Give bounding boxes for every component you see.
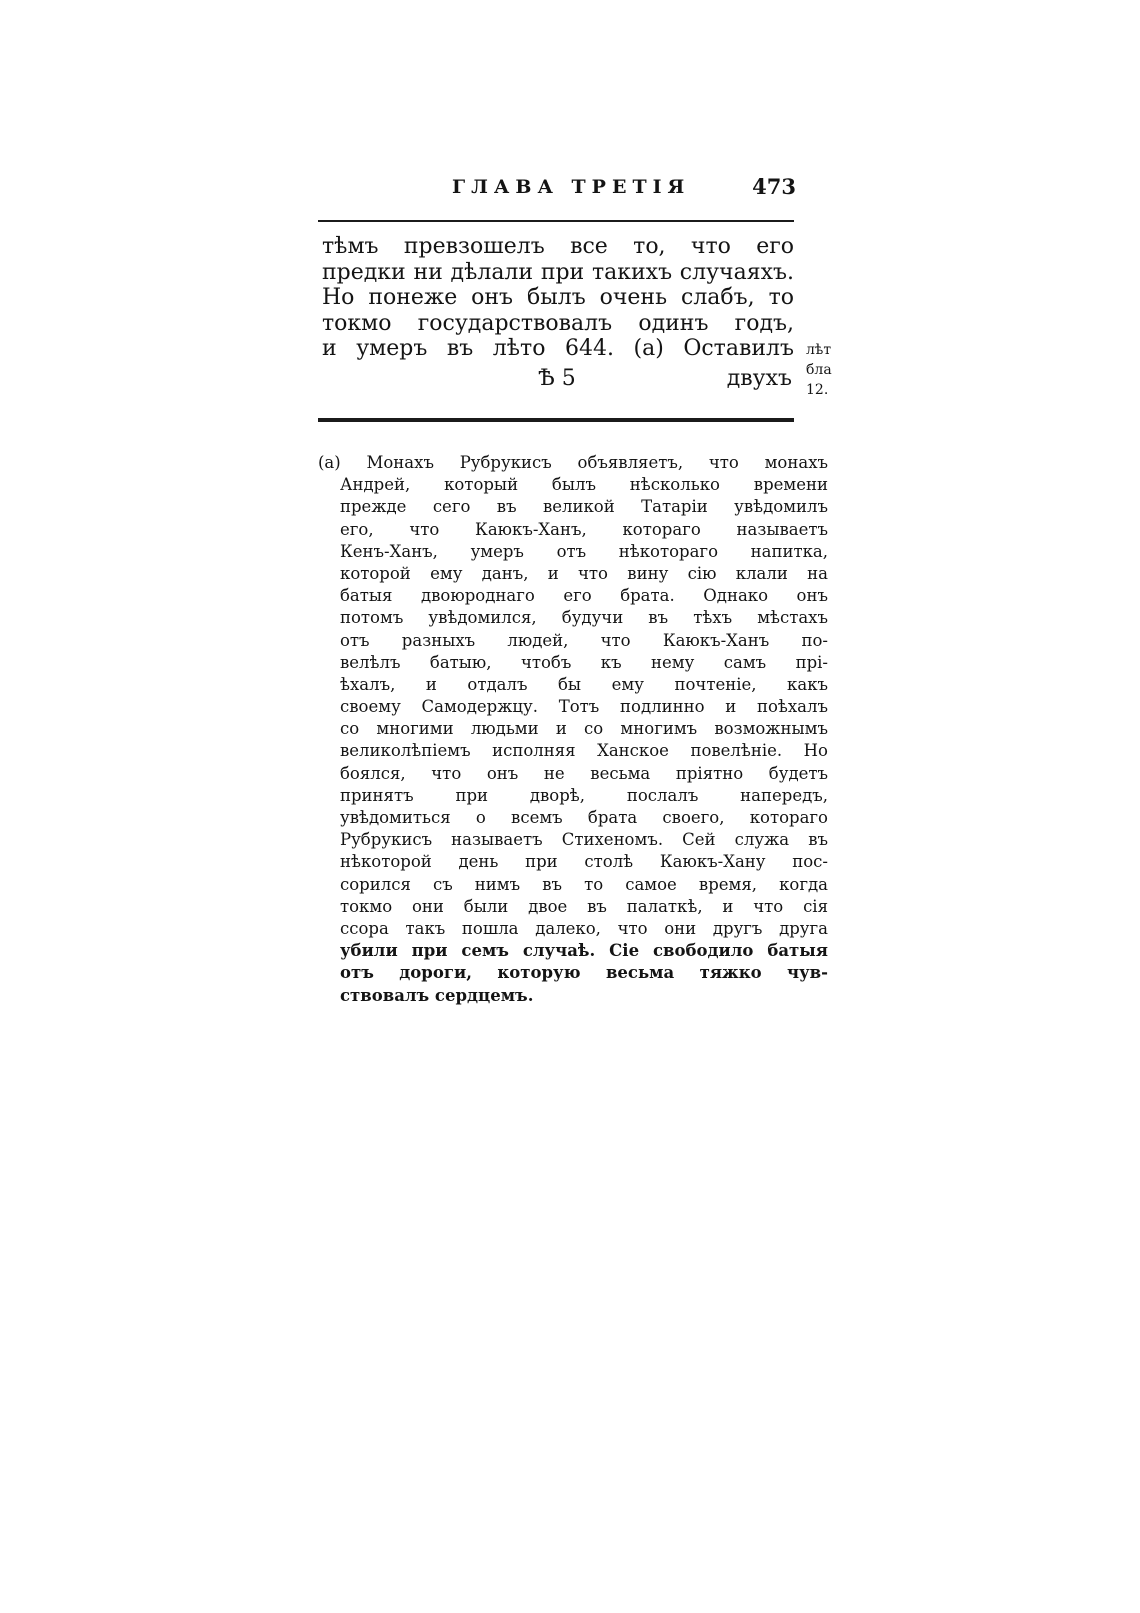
footnote-line: принятъ при дворѣ, послалъ напередъ, [340, 785, 828, 805]
catchword: двухъ [726, 366, 792, 391]
footnote-line: ссора такъ пошла далеко, что они другъ друга [340, 918, 828, 938]
footnote-line: батыя двоюроднаго его брата. Однако онъ [340, 586, 828, 606]
footnote-rule [318, 418, 794, 422]
text-line: Но понеже онъ былъ очень слабъ, то [322, 285, 794, 310]
footnote-line: велѣлъ батыю, чтобъ къ нему самъ прі- [340, 652, 828, 672]
footnote-line: нѣкоторой день при столѣ Каюкъ-Хану пос- [340, 852, 828, 872]
footnote-line: своему Самодержцу. Тотъ подлинно и поѣхалъ [340, 697, 828, 717]
footnote-line: Андрей, который былъ нѣсколько времени [340, 475, 828, 495]
footnote-line: великолѣпіемъ исполняя Ханское повелѣніе. Но [340, 741, 828, 761]
footnote-line: ствовалъ сердцемъ. [340, 985, 534, 1005]
text-line: тѣмъ превзошелъ все то, что его [322, 234, 794, 259]
footnote-line: боялся, что онъ не весьма пріятно будетъ [340, 763, 828, 783]
footnote-line: его, что Каюкъ-Ханъ, котораго называетъ [340, 519, 828, 539]
text-line: предки ни дѣлали при такихъ случаяхъ. [322, 259, 794, 285]
page-number: 473 [752, 174, 796, 199]
footnote-line: токмо они были двое въ палаткѣ, и что сія [340, 896, 828, 916]
footnote-line: со многими людьми и со многимъ возможнымъ [340, 719, 828, 739]
signature-mark: Ѣ 5 [538, 366, 576, 391]
footnote-line: отъ разныхъ людей, что Каюкъ-Ханъ по- [340, 630, 828, 650]
main-text-block [322, 234, 794, 362]
footnote-line: которой ему данъ, и что вину сію клали на [340, 563, 828, 583]
footnote-line: (a) Монахъ Рубрукисъ объявляетъ, что монахъ [318, 453, 828, 472]
text-line: и умеръ въ лѣто 644. (a) Оставилъ [322, 336, 794, 361]
footnote-line: отъ дороги, которую весьма тяжко чув- [340, 963, 828, 983]
margin-note-line: 12. [806, 382, 829, 398]
margin-note-line: лѣт [806, 342, 832, 358]
catchline [322, 366, 792, 392]
footnote-line: прежде сего въ великой Татаріи увѣдомилъ [340, 497, 828, 517]
footnote-line: потомъ увѣдомился, будучи въ тѣхъ мѣстахъ [340, 608, 828, 628]
running-title: ГЛАВА ТРЕТІЯ [452, 176, 691, 198]
margin-note-line: бла [806, 362, 832, 378]
footnote-line: ѣхалъ, и отдалъ бы ему почтеніе, какъ [340, 674, 828, 694]
footnote-line: сорился съ нимъ въ то самое время, когда [340, 874, 828, 894]
header-rule [318, 220, 794, 222]
margin-note [806, 340, 840, 400]
footnote-line: увѣдомиться о всемъ брата своего, котораго [340, 808, 828, 827]
footnote-line: Рубрукисъ называетъ Стихеномъ. Сей служа въ [340, 830, 828, 850]
footnote-block [318, 452, 828, 1007]
footnote-line: Кенъ-Ханъ, умеръ отъ нѣкотораго напитка, [340, 541, 828, 561]
footnote-line: убили при семъ случаѣ. Сіе свободило батыя [340, 941, 828, 961]
page-header [312, 168, 800, 214]
text-line: токмо государствовалъ одинъ годъ, [322, 310, 794, 336]
